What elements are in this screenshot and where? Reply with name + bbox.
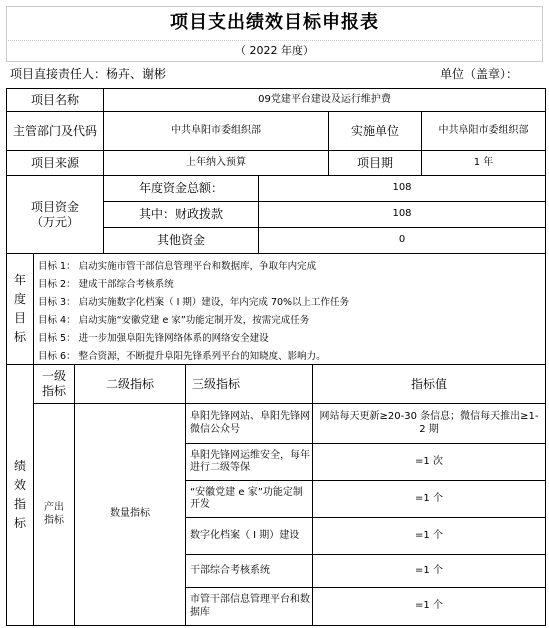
period-value: 1 年 <box>421 150 546 176</box>
indicator-row-value: 网站每天更新≥20-30 条信息；微信每天推出≥1-2 期 <box>312 403 546 444</box>
source-label: 项目来源 <box>6 150 104 176</box>
goal-item: 目标 4： 启动实施“安徽党建 e 家”功能定制开发，按需完成任务 <box>38 315 310 326</box>
project-name-label: 项目名称 <box>6 88 104 112</box>
col-level1-header: 一级指标 <box>33 364 75 404</box>
fund-total-value: 108 <box>258 175 546 202</box>
indicator-row-value: =1 个 <box>312 517 546 555</box>
col-level2-header: 二级指标 <box>74 364 186 404</box>
impl-label: 实施单位 <box>328 111 422 151</box>
unit-seal-label: 单位（盖章）： <box>440 66 519 81</box>
fund-label: 项目资金（万元） <box>6 175 104 254</box>
col-level3-header: 三级指标 <box>185 364 313 404</box>
fund-other-label: 其他资金 <box>103 227 259 254</box>
indicator-row-value: =1 个 <box>312 554 546 588</box>
indicator-row-name: 干部综合考核系统 <box>185 554 313 588</box>
indicator-row-value: =1 个 <box>312 480 546 518</box>
indicator-row-value: =1 个 <box>312 587 546 626</box>
goal-item: 目标 2： 建成干部综合考核系统 <box>38 279 174 290</box>
fund-other-value: 0 <box>258 227 546 254</box>
goal-item: 目标 1： 启动实施市管干部信息管理平台和数据库，争取年内完成 <box>38 261 317 272</box>
goal-item: 目标 5： 进一步加强阜阳先锋网络体系的网络安全建设 <box>38 333 269 344</box>
project-name-value: 09党建平台建设及运行维护费 <box>103 88 546 112</box>
fund-fiscal-value: 108 <box>258 201 546 228</box>
form-title: 项目支出绩效目标申报表 <box>6 6 543 40</box>
source-value: 上年纳入预算 <box>103 150 329 176</box>
indicators-section-label: 绩效指标 <box>6 364 34 626</box>
annual-goals-label: 年度目标 <box>6 253 34 365</box>
fund-fiscal-label: 其中：财政拨款 <box>103 201 259 228</box>
indicator-row-name: 阜阳先锋网运维安全，每年进行二级等保 <box>185 443 313 481</box>
level2-quantity-indicator: 数量指标 <box>74 403 186 626</box>
col-value-header: 指标值 <box>312 364 546 404</box>
goal-item: 目标 6： 整合资源，不断提升阜阳先锋系列平台的知晓度、影响力。 <box>38 351 326 362</box>
level1-output-indicator: 产出指标 <box>33 403 75 626</box>
period-label: 项目期 <box>328 150 422 176</box>
indicator-row-value: =1 次 <box>312 443 546 481</box>
form-year: （ 2022 年度） <box>6 40 543 62</box>
impl-value: 中共阜阳市委组织部 <box>421 111 546 151</box>
fund-total-label: 年度资金总额： <box>103 175 259 202</box>
responsible-person: 项目直接责任人：杨卉、谢彬 <box>10 66 167 81</box>
indicator-row-name: 数字化档案（ I 期）建设 <box>185 517 313 555</box>
goal-item: 目标 3： 启动实施数字化档案（ I 期）建设，年内完成 70%以上工作任务 <box>38 297 350 308</box>
indicator-row-name: 市管干部信息管理平台和数据库 <box>185 587 313 626</box>
dept-label: 主管部门及代码 <box>6 111 104 151</box>
indicator-row-name: 阜阳先锋网站、阜阳先锋网微信公众号 <box>185 403 313 444</box>
dept-value: 中共阜阳市委组织部 <box>103 111 329 151</box>
indicator-row-name: “安徽党建 e 家”功能定制开发 <box>185 480 313 518</box>
